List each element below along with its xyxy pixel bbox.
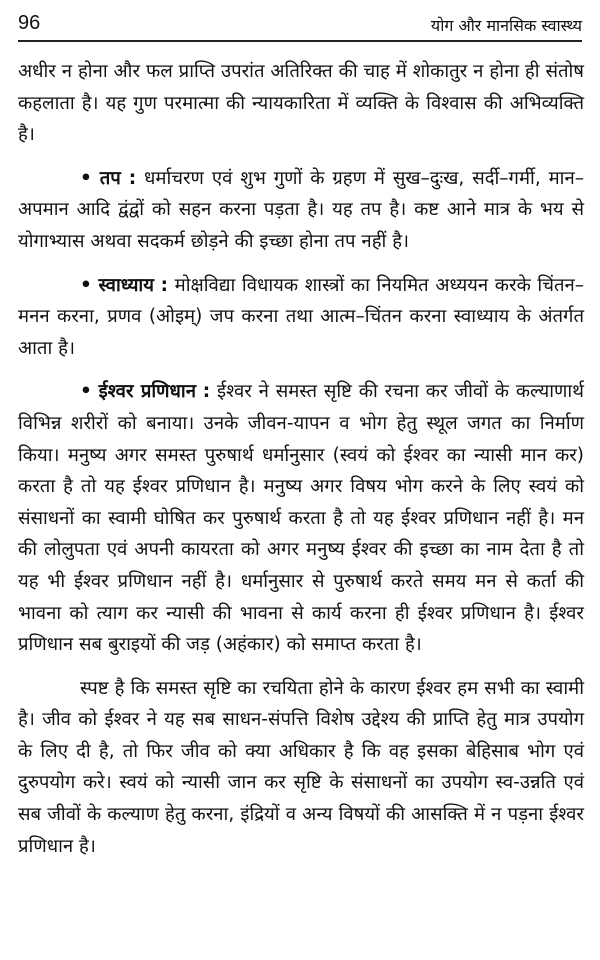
term-swadhyay: स्वाध्याय	[98, 274, 154, 296]
paragraph-text: अधीर न होना और फल प्राप्ति उपरांत अतिरिक्त की चाह में शोकातुर न होना ही संतोष कहलाता है। यह गुण परमात्मा की न्यायकारिता में व्यक्ति के विश्वास की अभिव्यक्ति है।	[18, 61, 584, 146]
term-ishwar-pranidhan: ईश्वर प्रणिधान	[98, 381, 196, 403]
paragraph-text: धर्माचरण एवं शुभ गुणों के ग्रहण में सुख–दुःख, सर्दी–गर्मी, मान–अपमान आदि द्वंद्वों को सहन करना पड़ता है। यह तप है। कष्ट आने मात्र के भय से योगाभ्यास अथवा सदकर्म छोड़ने की इच्छा होना तप नहीं है।	[18, 167, 584, 252]
term-separator: :	[128, 167, 137, 189]
term-separator: :	[202, 381, 211, 403]
paragraph-santosh	[18, 56, 584, 151]
paragraph-text: स्पष्ट है कि समस्त सृष्टि का रचयिता होने के कारण ईश्वर हम सभी का स्वामी है। जीव को ईश्वर ने यह सब साधन-संपत्ति विशेष उद्देश्य की प्राप्ति हेतु मात्र उपयोग के लिए दी है, तो फिर जीव को क्या अधिकार है कि वह इसका बेहिसाब भोग एवं दुरुपयोग करे। स्वयं को न्यासी जान कर सृष्टि के संसाधनों का उपयोग स्व-उन्नति एवं सब जीवों के कल्याण हेतु करना, इंद्रियों व अन्य विषयों की आसक्ति में न पड़ना ईश्वर प्रणिधान है।	[18, 677, 584, 857]
page-header	[18, 10, 582, 42]
paragraph-tap	[18, 163, 584, 258]
paragraph-conclusion	[18, 673, 584, 863]
bullet-icon: •	[80, 167, 92, 189]
term-tap: तप	[99, 167, 121, 189]
paragraph-swadhyay	[18, 270, 584, 365]
page-number: 96	[18, 12, 41, 34]
paragraph-ishwar-pranidhan	[18, 376, 584, 660]
bullet-icon: •	[80, 381, 92, 403]
page-body	[18, 56, 584, 862]
paragraph-text: ईश्वर ने समस्त सृष्टि की रचना कर जीवों के कल्याणार्थ विभिन्न शरीरों को बनाया। उनके जीवन-यापन व भोग हेतु स्थूल जगत का निर्माण किया। मनुष्य अगर समस्त पुरुषार्थ धर्मानुसार (स्वयं को ईश्वर का न्यासी मान कर) करता है तो यह ईश्वर प्रणिधान है। मनुष्य अगर विषय भोग करने के लिए स्वयं को संसाधनों का स्वामी घोषित कर पुरुषार्थ करता है तो यह ईश्वर प्रणिधान नहीं है। मन की लोलुपता एवं अपनी कायरता को अगर मनुष्य ईश्वर की इच्छा का नाम देता है तो यह भी ईश्वर प्रणिधान नहीं है। धर्मानुसार से पुरुषार्थ करते समय मन से कर्ता की भावना को त्याग कर न्यासी की भावना से कार्य करना ही ईश्वर प्रणिधान है। ईश्वर प्रणिधान सब बुराइयों की जड़ (अहंकार) को समाप्त करता है।	[18, 381, 584, 656]
bullet-icon: •	[80, 274, 92, 296]
paragraph-text: मोक्षविद्या विधायक शास्त्रों का नियमित अध्ययन करके चिंतन–मनन करना, प्रणव (ओइम्) जप करना तथा आत्म–चिंतन करना स्वाध्याय के अंतर्गत आता है।	[18, 274, 585, 359]
running-title: योग और मानसिक स्वास्थ्य	[430, 16, 582, 35]
term-separator: :	[160, 274, 168, 296]
